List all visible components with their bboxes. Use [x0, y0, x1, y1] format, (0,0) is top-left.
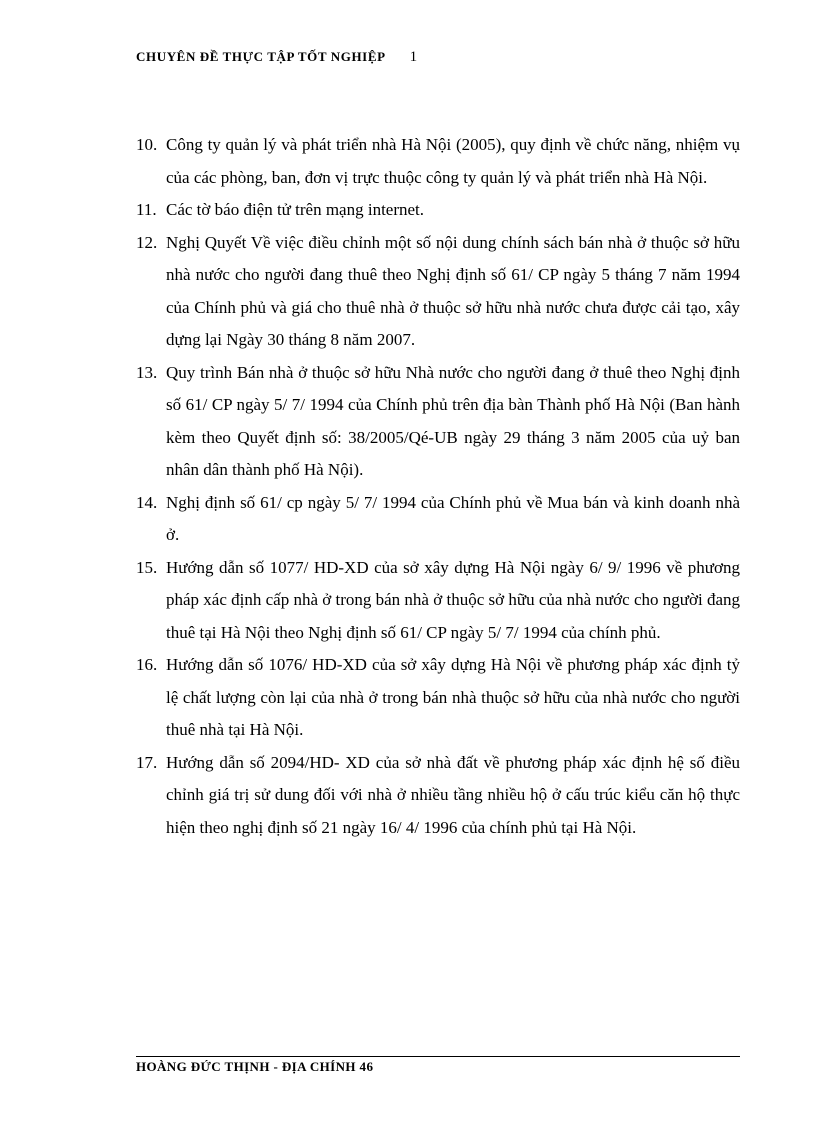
- page-header: [136, 49, 418, 66]
- reference-number: 14.: [136, 492, 158, 512]
- reference-text: Quy trình Bán nhà ở thuộc sở hữu Nhà nước cho người đang ở thuê theo Nghị định số 61/ CP ngày 5/ 7/ 1994 của Chính phủ trên địa bàn Thành phố Hà Nội (Ban hành kèm theo Quyết định số: 38/2005/Qé-UB ngày 29 tháng 3 năm 2005 của uỷ ban nhân dân thành phố Hà Nội).: [166, 362, 740, 479]
- reference-text: Nghị Quyết Về việc điều chỉnh một số nội dung chính sách bán nhà ở thuộc sở hữu nhà nước cho người đang thuê theo Nghị định số 61/ CP ngày 5 tháng 7 năm 1994 của Chính phủ và giá cho thuê nhà ở thuộc sở hữu nhà nước chưa được cải tạo, xây dựng lại Ngày 30 tháng 8 năm 2007.: [166, 232, 740, 349]
- reference-text: Nghị định số 61/ cp ngày 5/ 7/ 1994 của Chính phủ về Mua bán và kinh doanh nhà ở.: [166, 492, 740, 544]
- page-number: 1: [409, 49, 418, 65]
- reference-text: Các tờ báo điện tử trên mạng internet.: [166, 200, 425, 219]
- reference-number: 13.: [136, 362, 158, 382]
- reference-item: [136, 227, 740, 357]
- reference-item: [136, 129, 740, 194]
- page-footer: HOÀNG ĐỨC THỊNH - ĐỊA CHÍNH 46: [136, 1059, 374, 1074]
- reference-item: [136, 487, 740, 552]
- reference-item: [136, 194, 740, 227]
- reference-number: 17.: [136, 752, 158, 772]
- reference-number: 12.: [136, 232, 158, 252]
- reference-text: Hướng dẫn số 1077/ HD-XD của sở xây dựng Hà Nội ngày 6/ 9/ 1996 về phương pháp xác định cấp nhà ở trong bán nhà ở thuộc sở hữu của nhà nước cho người đang thuê tại Hà Nội theo Nghị định số 61/ CP ngày 5/ 7/ 1994 của chính phủ.: [166, 557, 740, 642]
- reference-number: 16.: [136, 655, 158, 674]
- reference-text: Hướng dẫn số 1076/ HD-XD của sở xây dựng Hà Nội về phương pháp xác định tỷ lệ chất lượng còn lại của nhà ở trong bán nhà thuộc sở hữu của nhà nước cho người thuê nhà tại Hà Nội.: [166, 655, 740, 739]
- header-title: CHUYÊN ĐỀ THỰC TẬP TỐT NGHIỆP: [136, 49, 386, 64]
- reference-item: [136, 649, 740, 747]
- reference-number: 10.: [136, 135, 158, 154]
- reference-number: 11.: [136, 200, 157, 219]
- reference-item: [136, 552, 740, 650]
- reference-item: [136, 747, 740, 845]
- reference-number: 15.: [136, 557, 158, 577]
- reference-text: Hướng dẫn số 2094/HD- XD của sở nhà đất về phương pháp xác định hệ số điều chỉnh giá trị sử dung đối với nhà ở nhiều tầng nhiều hộ ở cấu trúc kiểu căn hộ thực hiện theo nghị định số 21 ngày 16/ 4/ 1996 của chính phủ tại Hà Nội.: [166, 752, 740, 837]
- reference-item: [136, 357, 740, 487]
- reference-text: Công ty quản lý và phát triển nhà Hà Nội (2005), quy định về chức năng, nhiệm vụ của các phòng, ban, đơn vị trực thuộc công ty quản lý và phát triển nhà Hà Nội.: [166, 135, 740, 187]
- footer-divider: [136, 1056, 740, 1057]
- reference-list: [136, 129, 740, 844]
